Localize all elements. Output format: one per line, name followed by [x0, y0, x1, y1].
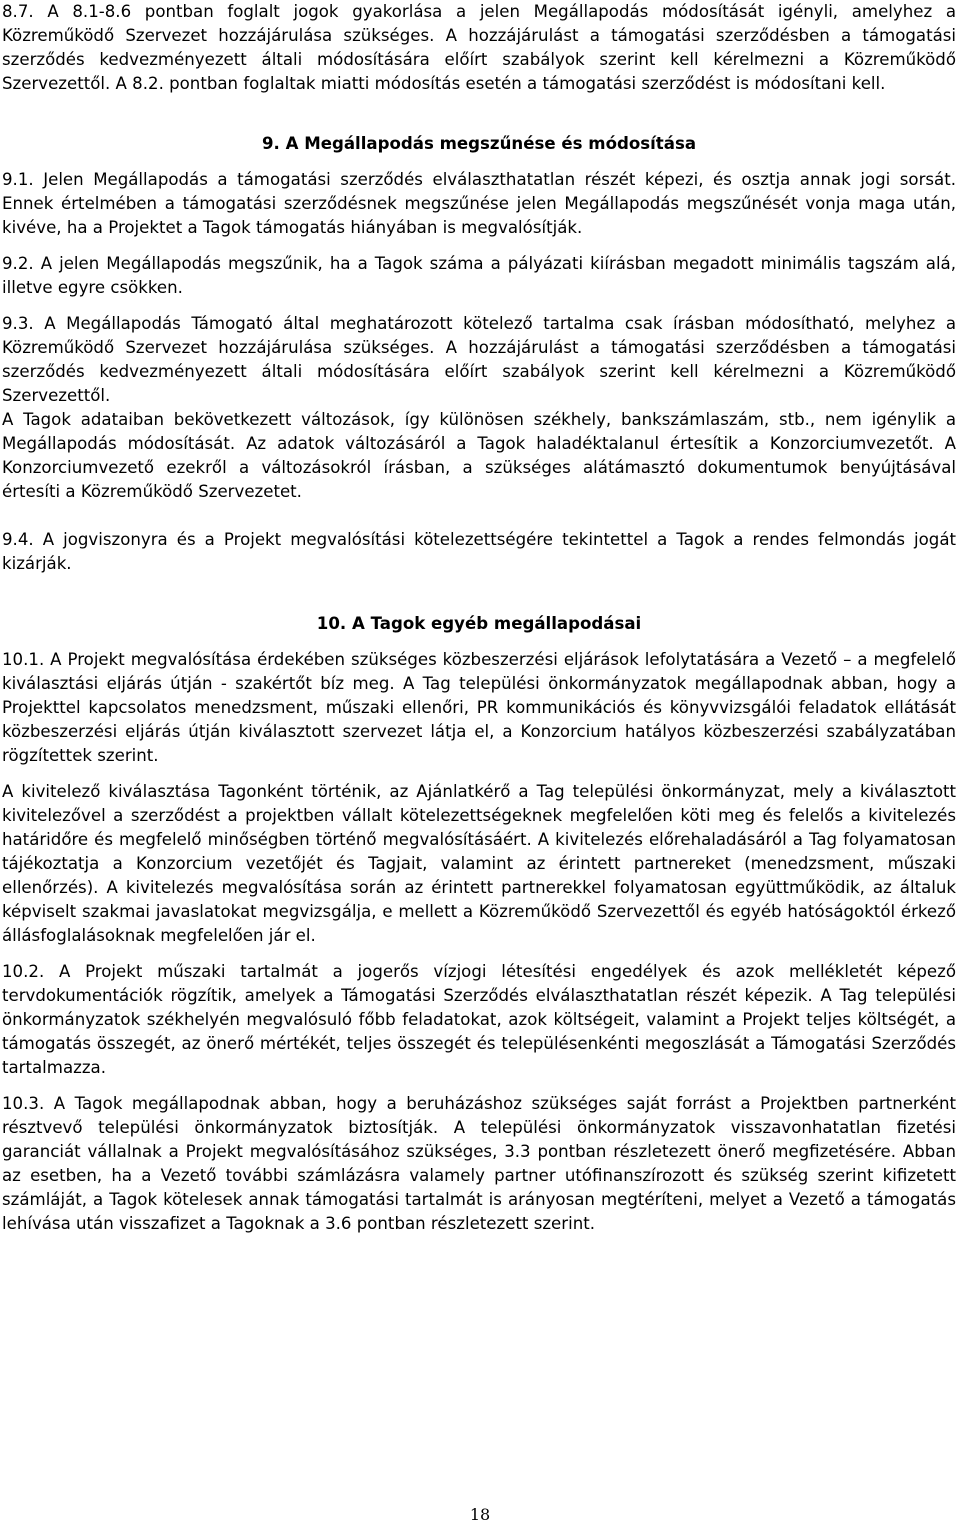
paragraph-10-1: 10.1. A Projekt megvalósítása érdekében szükséges közbeszerzési eljárások lefolytatására a Vezető – a megfelelő kiválasztási eljárás útján - szakértőt bíz meg. A Tag települési önkormányzatok megállapodnak abban, hogy a Projekttel kapcsolatos menedzsment, műszaki ellenőri, PR kommunikációs és könyvvizsgálói feladatok ellátását közbeszerzési eljárás útján kiválasztott szervezet látja el, a Konzorcium hatályos közbeszerzési szabályzatában rögzítettek szerint.	[2, 650, 956, 765]
heading-section-9: 9. A Megállapodás megszűnése és módosítása	[261, 134, 697, 153]
paragraph-9-3: 9.3. A Megállapodás Támogató által meghatározott kötelező tartalma csak írásban módosítható, melyhez a Közreműködő Szervezet hozzájárulása szükséges. A hozzájárulást a támogatási szerződésben a támogatási szerződés kedvezményezett általi módosítására előírt szabályok szerint kell kérelmezni a Közreműködő Szervezettől.	[2, 314, 956, 405]
paragraph-10-3: 10.3. A Tagok megállapodnak abban, hogy a beruházáshoz szükséges saját forrást a Projektben partnerként résztvevő települési önkormányzatok biztosítják. A települési önkormányzatok visszavonhatatlan fizetési garanciát vállalnak a Projekt megvalósításához szükséges, 3.3 pontban részletezett önerő megfizetésére. Abban az esetben, ha a Vezető további számlázásra valamely partner utófinanszírozott és szükség szerint kifizetett számláját, a Tagok kötelesek annak támogatási tartalmát is arányosan megtéríteni, melyet a Vezető a támogatás lehívása után visszafizet a Tagoknak a 3.6 pontban részletezett szerint.	[2, 1094, 956, 1233]
heading-section-10: 10. A Tagok egyéb megállapodásai	[316, 614, 642, 633]
paragraph-10-1-continued: A kivitelező kiválasztása Tagonként történik, az Ajánlatkérő a Tag települési önkormányzat, mely a kiválasztott kivitelezővel a szerződést a projektben vállalt kötelezettségeknek megfelelően köti meg és felelős a kivitelezés határidőre és megfelelő minőségben történő megvalósításáért. A kivitelezés előrehaladásáról a Tag folyamatosan tájékoztatja a Konzorcium vezetőjét és Tagjait, valamint az érintett partnereket (menedzsment, műszaki ellenőrzés). A kivitelezés megvalósítása során az érintett partnerekkel folyamatosan együttműködik, az általuk képviselt szakmai javaslatokat megvizsgálja, e mellett a Közreműködő Szervezettől és egyéb hatóságoktól érkező állásfoglalásoknak megfelelően jár el.	[2, 782, 956, 945]
paragraph-9-3-continued: A Tagok adataiban bekövetkezett változások, így különösen székhely, bankszámlaszám, stb., nem igénylik a Megállapodás módosítását. Az adatok változásáról a Tagok haladéktalanul értesítik a Konzorciumvezetőt. A Konzorciumvezető ezekről a változásokról írásban, a szükséges alátámasztó dokumentumok benyújtásával értesíti a Közreműködő Szervezetet.	[2, 410, 956, 501]
paragraph-8-7: 8.7. A 8.1-8.6 pontban foglalt jogok gyakorlása a jelen Megállapodás módosítását igényli, amelyhez a Közreműködő Szervezet hozzájárulása szükséges. A hozzájárulást a támogatási szerződésben a támogatási szerződés kedvezményezett általi módosítására előírt szabályok szerint kell kérelmezni a Közreműködő Szervezettől. A 8.2. pontban foglaltak miatti módosítás esetén a támogatási szerződést is módosítani kell.	[2, 2, 956, 93]
page-number: 18	[469, 1505, 491, 1524]
paragraph-9-1: 9.1. Jelen Megállapodás a támogatási szerződés elválaszthatatlan részét képezi, és osztja annak jogi sorsát. Ennek értelmében a támogatási szerződésnek megszűnése jelen Megállapodás megszűnését vonja maga után, kivéve, ha a Projektet a Tagok támogatás hiányában is megvalósítják.	[2, 170, 956, 237]
paragraph-9-4: 9.4. A jogviszonyra és a Projekt megvalósítási kötelezettségére tekintettel a Tagok a rendes felmondás jogát kizárják.	[2, 530, 956, 573]
paragraph-9-2: 9.2. A jelen Megállapodás megszűnik, ha a Tagok száma a pályázati kiírásban megadott minimális tagszám alá, illetve egyre csökken.	[2, 254, 956, 297]
paragraph-10-2: 10.2. A Projekt műszaki tartalmát a jogerős vízjogi létesítési engedélyek és azok mellékletét képező tervdokumentációk rögzítik, amelyek a Támogatási Szerződés elválaszthatatlan részét képezik. A Tag települési önkormányzatok székhelyén megvalósuló főbb feladatokat, azok költségeit, valamint a Projekt teljes költségét, a támogatás összegét, az önerő mértékét, teljes összegét és településenkénti megoszlását a Támogatási Szerződés tartalmazza.	[2, 962, 956, 1077]
